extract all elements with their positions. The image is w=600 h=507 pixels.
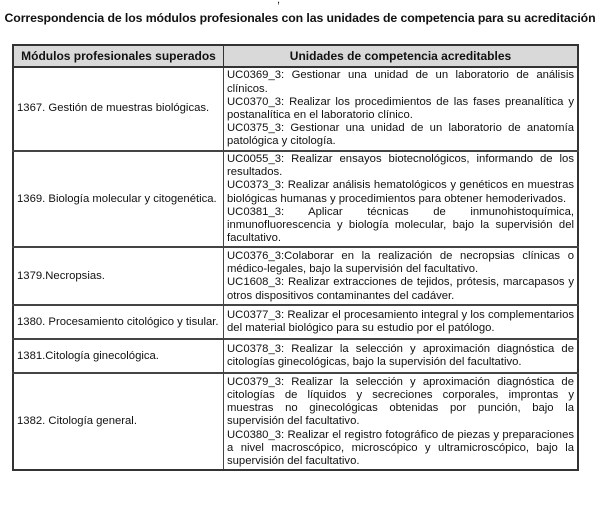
- unit-item: UC0381_3: Aplicar técnicas de inmunohistoquímica, inmunofluorescencia y biología molecular, bajo la supervisión del facultativo.: [227, 205, 574, 245]
- table-row: [13, 247, 578, 305]
- module-cell: 1367. Gestión de muestras biológicas.: [13, 67, 224, 151]
- table-row: [13, 305, 578, 339]
- unit-item: UC0373_3: Realizar análisis hematológicos y genéticos en muestras biológicas humanas y procedimientos para obtener hemoderivados.: [227, 179, 574, 205]
- unit-item: UC0378_3: Realizar la selección y aproximación diagnóstica de citologías ginecológicas, bajo la supervisión del facultativo.: [227, 343, 574, 369]
- table-row: [13, 151, 578, 247]
- table-row: [13, 67, 578, 151]
- unit-item: UC0377_3: Realizar el procesamiento integral y los complementarios del material biológico para su estudio por el patólogo.: [227, 309, 574, 335]
- module-cell: 1381.Citología ginecológica.: [13, 339, 224, 373]
- units-cell: [224, 373, 579, 470]
- unit-item: UC0055_3: Realizar ensayos biotecnológicos, informando de los resultados.: [227, 153, 574, 179]
- module-cell: 1369. Biología molecular y citogenética.: [13, 151, 224, 247]
- module-cell: 1382. Citología general.: [13, 373, 224, 470]
- module-cell: 1380. Procesamiento citológico y tisular.: [13, 305, 224, 339]
- table-row: [13, 339, 578, 373]
- module-cell: 1379.Necropsias.: [13, 247, 224, 305]
- unit-item: UC0369_3: Gestionar una unidad de un laboratorio de análisis clínicos.: [227, 69, 574, 95]
- page-title: Correspondencia de los módulos profesionales con las unidades de competencia para su acreditación: [4, 11, 596, 25]
- units-cell: [224, 247, 579, 305]
- unit-item: UC1608_3: Realizar extracciones de tejidos, prótesis, marcapasos y otros dispositivos contaminantes del cadáver.: [227, 276, 574, 302]
- table-header-row: [13, 45, 578, 67]
- unit-item: UC0375_3: Gestionar una unidad de un laboratorio de anatomía patológica y citología.: [227, 122, 574, 148]
- units-cell: [224, 339, 579, 373]
- units-cell: [224, 67, 579, 151]
- unit-item: UC0380_3: Realizar el registro fotográfico de piezas y preparaciones a nivel macroscópico, microscópico y ultramicroscópico, bajo la supervisión del facultativo.: [227, 428, 574, 467]
- table-row: [13, 373, 578, 470]
- unit-item: UC0376_3:Colaborar en la realización de necropsias clínicas o médico-legales, bajo la supervisión del facultativo.: [227, 250, 574, 276]
- header-modules: Módulos profesionales superados: [13, 45, 224, 67]
- units-cell: [224, 151, 579, 247]
- correspondence-table: [12, 44, 579, 471]
- unit-item: UC0370_3: Realizar los procedimientos de las fases preanalítica y postanalítica en el laboratorio clínico.: [227, 95, 574, 121]
- header-units: Unidades de competencia acreditables: [224, 45, 579, 67]
- page-fragment-mark: ,: [277, 0, 281, 6]
- units-cell: [224, 305, 579, 339]
- unit-item: UC0379_3: Realizar la selección y aproximación diagnóstica de citologías de líquidos y secreciones corporales, improntas y muestras no ginecológicas obtenidas por punción, bajo la supervisión del facultativo.: [227, 375, 574, 428]
